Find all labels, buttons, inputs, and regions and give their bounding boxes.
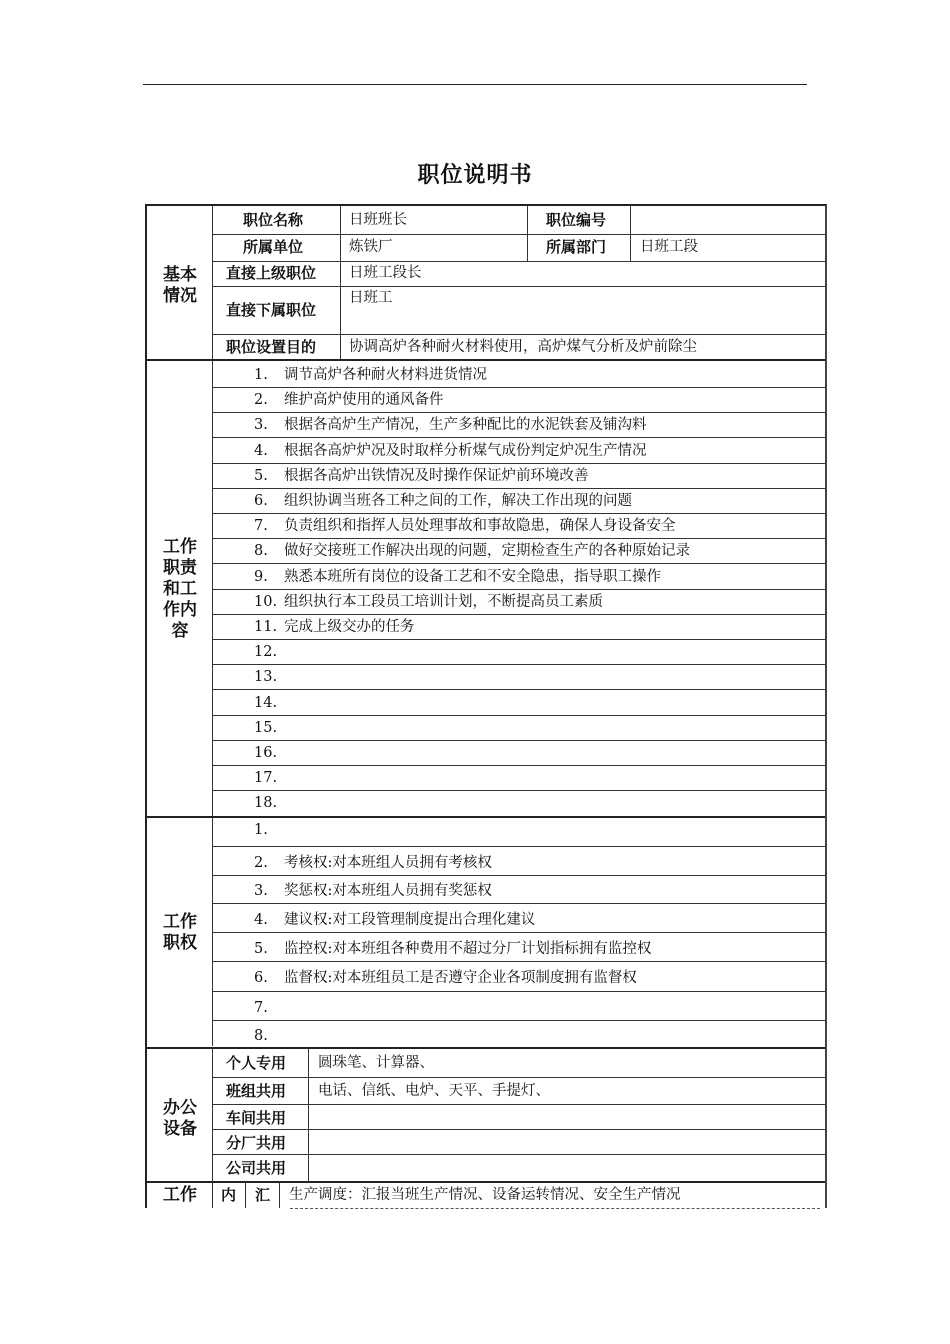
row-divider xyxy=(212,765,825,766)
section-authority-label: 工作 职权 xyxy=(163,912,197,953)
dept-label: 所属部门 xyxy=(546,238,607,256)
row-divider xyxy=(212,1129,825,1130)
section-divider xyxy=(147,359,825,361)
row-divider xyxy=(212,589,825,590)
duty-item-text: 维护高炉使用的通风备件 xyxy=(284,392,444,408)
row-divider xyxy=(212,689,825,690)
duty-item xyxy=(254,719,284,737)
authority-item xyxy=(254,882,492,900)
purpose-label: 职位设置目的 xyxy=(226,338,317,356)
duty-item-number: 10. xyxy=(254,594,278,610)
authority-item xyxy=(254,911,535,929)
header-rule xyxy=(143,84,807,85)
authority-item xyxy=(254,854,492,872)
superior-label: 直接上级职位 xyxy=(226,264,317,282)
duty-item-text: 根据各高炉出铁情况及时操作保证炉前环境改善 xyxy=(284,468,589,484)
row-divider xyxy=(212,664,825,665)
duty-item-number: 15. xyxy=(254,720,278,736)
row-divider xyxy=(212,387,825,388)
duty-item-text: 组织执行本工段员工培训计划，不断提高员工素质 xyxy=(284,594,603,610)
duty-item-text: 完成上级交办的任务 xyxy=(284,619,415,635)
authority-item xyxy=(254,999,284,1017)
duty-item xyxy=(254,467,589,485)
authority-item-text: 监督权:对本班组员工是否遵守企业各项制度拥有监督权 xyxy=(284,970,637,986)
row-divider xyxy=(212,790,825,791)
duty-item-text: 熟悉本班所有岗位的设备工艺和不安全隐患，指导职工操作 xyxy=(284,569,661,585)
equipment-label: 分厂共用 xyxy=(226,1134,287,1152)
row-divider xyxy=(212,614,825,615)
duty-item xyxy=(254,694,284,712)
page-title: 职位说明书 xyxy=(417,163,533,188)
duty-item-text: 做好交接班工作解决出现的问题，定期检查生产的各种原始记录 xyxy=(284,543,690,559)
authority-item-text: 建议权:对工段管理制度提出合理化建议 xyxy=(284,912,536,928)
duty-item xyxy=(254,744,284,762)
duty-item xyxy=(254,618,415,636)
duty-item-text: 根据各高炉炉况及时取样分析煤气成份判定炉况生产情况 xyxy=(284,443,647,459)
duty-item-number: 1. xyxy=(254,367,268,383)
authority-item-text: 奖惩权:对本班组人员拥有奖惩权 xyxy=(284,883,492,899)
duty-item-number: 16. xyxy=(254,745,278,761)
page-cut-dashed-line xyxy=(290,1208,820,1209)
subordinate-value: 日班工 xyxy=(349,290,393,306)
duty-item-text: 根据各高炉生产情况，生产多种配比的水泥铁套及铺沟料 xyxy=(284,417,647,433)
authority-item-number: 7. xyxy=(254,1000,268,1016)
unit-value: 炼铁厂 xyxy=(349,239,393,255)
duty-item-number: 6. xyxy=(254,493,268,509)
divider xyxy=(279,1183,280,1208)
divider xyxy=(212,334,825,335)
row-divider xyxy=(212,903,825,904)
relations-col-inner: 内 xyxy=(221,1186,237,1204)
duty-item-number: 12. xyxy=(254,644,278,660)
duty-item-number: 5. xyxy=(254,468,268,484)
equipment-label: 个人专用 xyxy=(226,1054,287,1072)
duty-item xyxy=(254,366,487,384)
duty-item-number: 11. xyxy=(254,619,278,635)
duty-item xyxy=(254,542,690,560)
divider xyxy=(212,206,213,359)
authority-item-number: 4. xyxy=(254,912,268,928)
section-divider xyxy=(147,816,825,818)
row-divider xyxy=(212,463,825,464)
authority-item-number: 2. xyxy=(254,855,268,871)
row-divider xyxy=(212,715,825,716)
duty-item-number: 8. xyxy=(254,543,268,559)
authority-item xyxy=(254,969,637,987)
equipment-label: 班组共用 xyxy=(226,1082,287,1100)
duty-item xyxy=(254,492,632,510)
duty-item-text: 组织协调当班各工种之间的工作，解决工作出现的问题 xyxy=(284,493,632,509)
duty-item-number: 9. xyxy=(254,569,268,585)
purpose-value: 协调高炉各种耐火材料使用，高炉煤气分析及炉前除尘 xyxy=(349,339,697,355)
row-divider xyxy=(212,639,825,640)
duty-item xyxy=(254,517,676,535)
authority-item-text: 考核权:对本班组人员拥有考核权 xyxy=(284,855,492,871)
duty-item-text: 负责组织和指挥人员处理事故和事故隐患，确保人身设备安全 xyxy=(284,518,676,534)
authority-item-number: 5. xyxy=(254,941,268,957)
dept-value: 日班工段 xyxy=(640,239,698,255)
duty-item-number: 7. xyxy=(254,518,268,534)
row-divider xyxy=(212,846,825,847)
subordinate-label: 直接下属职位 xyxy=(226,301,317,319)
unit-label: 所属单位 xyxy=(243,238,304,256)
row-divider xyxy=(212,1154,825,1155)
row-divider xyxy=(212,488,825,489)
section-basic-label: 基本 情况 xyxy=(163,265,197,306)
duty-item-number: 14. xyxy=(254,695,278,711)
row-divider xyxy=(212,513,825,514)
authority-item-number: 3. xyxy=(254,883,268,899)
row-divider xyxy=(212,437,825,438)
superior-value: 日班工段长 xyxy=(349,265,422,281)
job-name-label: 职位名称 xyxy=(243,211,304,229)
authority-item-text: 监控权:对本班组各种费用不超过分厂计划指标拥有监控权 xyxy=(284,941,652,957)
row-divider xyxy=(212,932,825,933)
row-divider xyxy=(212,563,825,564)
duty-item-number: 13. xyxy=(254,669,278,685)
authority-item xyxy=(254,940,651,958)
relations-col-report: 汇 xyxy=(255,1186,271,1204)
divider xyxy=(340,206,341,359)
equipment-value: 圆珠笔、计算器、 xyxy=(318,1055,434,1071)
duty-item xyxy=(254,442,647,460)
divider xyxy=(212,1183,213,1208)
divider xyxy=(212,286,825,287)
duty-item xyxy=(254,593,603,611)
duty-item-number: 3. xyxy=(254,417,268,433)
section-relations-label: 工作 xyxy=(163,1185,197,1205)
authority-item-number: 6. xyxy=(254,970,268,986)
job-name-value: 日班班长 xyxy=(349,212,407,228)
row-divider xyxy=(212,1104,825,1105)
section-divider xyxy=(147,1047,825,1049)
duty-item xyxy=(254,416,647,434)
section-divider xyxy=(147,1181,825,1183)
authority-item xyxy=(254,1027,284,1045)
duty-item-number: 2. xyxy=(254,392,268,408)
authority-item xyxy=(254,821,284,839)
divider xyxy=(308,1049,309,1181)
duty-item xyxy=(254,794,284,812)
duty-item xyxy=(254,643,284,661)
divider xyxy=(245,1183,246,1208)
row-divider xyxy=(212,740,825,741)
equipment-label: 公司共用 xyxy=(226,1159,287,1177)
section-equipment-label: 办公 设备 xyxy=(163,1098,197,1139)
equipment-value: 电话、信纸、电炉、天平、手提灯、 xyxy=(318,1083,550,1099)
duty-item-text: 调节高炉各种耐火材料进货情况 xyxy=(284,367,487,383)
duty-item-number: 17. xyxy=(254,770,278,786)
row-divider xyxy=(212,961,825,962)
row-divider xyxy=(212,875,825,876)
duty-item xyxy=(254,568,661,586)
duty-item xyxy=(254,769,284,787)
relations-text: 生产调度：汇报当班生产情况、设备运转情况、安全生产情况 xyxy=(289,1187,681,1203)
row-divider xyxy=(212,991,825,992)
row-divider xyxy=(212,412,825,413)
divider xyxy=(212,234,825,235)
duty-item-number: 4. xyxy=(254,443,268,459)
row-divider xyxy=(212,1020,825,1021)
duty-item xyxy=(254,668,284,686)
row-divider xyxy=(212,538,825,539)
duty-item-number: 18. xyxy=(254,795,278,811)
duty-item xyxy=(254,391,444,409)
divider xyxy=(212,1049,213,1181)
equipment-label: 车间共用 xyxy=(226,1109,287,1127)
row-divider xyxy=(212,1077,825,1078)
job-code-label: 职位编号 xyxy=(546,211,607,229)
authority-item-number: 8. xyxy=(254,1028,268,1044)
authority-item-number: 1. xyxy=(254,822,268,838)
divider xyxy=(212,261,825,262)
section-duties-label: 工作 职责 和工 作内 容 xyxy=(163,537,197,641)
